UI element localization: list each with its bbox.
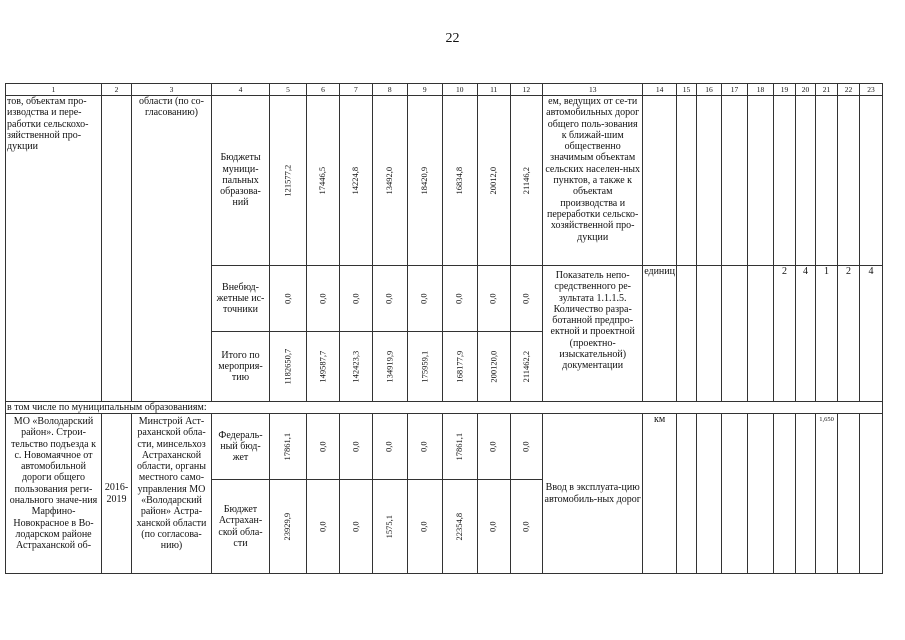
amount-cell: 0,0 xyxy=(477,266,510,332)
header-cell: 22 xyxy=(838,84,860,96)
amount-cell: 200120,0 xyxy=(477,332,510,402)
section-label: в том числе по муниципальным образованиям: xyxy=(6,402,883,414)
amount-cell: 14224,8 xyxy=(339,96,372,266)
amount-cell: 0,0 xyxy=(270,266,307,332)
empty-cell xyxy=(838,414,860,574)
amount-cell: 16834,8 xyxy=(442,96,477,266)
amount-cell: 17446,5 xyxy=(307,96,340,266)
header-cell: 17 xyxy=(722,84,748,96)
period-cell xyxy=(102,96,132,402)
header-cell: 15 xyxy=(677,84,697,96)
budget-table xyxy=(5,83,883,574)
amount-cell: 0,0 xyxy=(407,266,442,332)
amount-cell: 0,0 xyxy=(339,480,372,574)
event-description: МО «Володарский район». Строи-тельство подъезда к с. Новомаячное от автомобильной дороги общего пользования реги-онального значе-ния Марфино-Новокрасное в Во-лодарском районе Астраханской об- xyxy=(6,414,102,574)
unit-cell: км xyxy=(643,414,677,574)
amount-cell: 0,0 xyxy=(372,266,407,332)
header-cell: 5 xyxy=(270,84,307,96)
amount-cell: 22354,8 xyxy=(442,480,477,574)
page-number: 22 xyxy=(445,31,460,46)
amount-cell: 0,0 xyxy=(510,266,543,332)
amount-cell: 0,0 xyxy=(307,414,340,480)
header-cell: 18 xyxy=(748,84,774,96)
header-cell: 6 xyxy=(307,84,340,96)
empty-cell xyxy=(774,96,796,266)
value-cell: 1 xyxy=(816,266,838,402)
empty-cell xyxy=(722,414,748,574)
amount-cell: 1575,1 xyxy=(372,480,407,574)
empty-cell xyxy=(748,414,774,574)
funding-source: Итого по мероприя-тию xyxy=(212,332,270,402)
header-cell: 20 xyxy=(796,84,816,96)
amount-cell: 0,0 xyxy=(510,414,543,480)
amount-cell: 121577,2 xyxy=(270,96,307,266)
empty-cell xyxy=(722,266,748,402)
header-cell: 19 xyxy=(774,84,796,96)
empty-cell xyxy=(697,414,722,574)
header-cell: 3 xyxy=(132,84,212,96)
amount-cell: 134919,9 xyxy=(372,332,407,402)
value-cell: 4 xyxy=(860,266,883,402)
header-cell: 10 xyxy=(442,84,477,96)
amount-cell: 17861,1 xyxy=(442,414,477,480)
header-cell: 7 xyxy=(339,84,372,96)
event-description: тов, объектам про-изводства и пере-работки сельскохо-зяйственной про-дукции xyxy=(6,96,102,402)
header-cell: 4 xyxy=(212,84,270,96)
header-cell: 12 xyxy=(510,84,543,96)
empty-cell xyxy=(796,414,816,574)
header-cell: 16 xyxy=(697,84,722,96)
amount-cell: 0,0 xyxy=(477,480,510,574)
header-cell: 2 xyxy=(102,84,132,96)
empty-cell xyxy=(796,96,816,266)
empty-cell xyxy=(722,96,748,266)
amount-cell: 0,0 xyxy=(407,414,442,480)
amount-cell: 21146,2 xyxy=(510,96,543,266)
empty-cell xyxy=(774,414,796,574)
value-cell: 1,650 xyxy=(816,414,838,574)
amount-cell: 175959,1 xyxy=(407,332,442,402)
amount-cell: 0,0 xyxy=(477,414,510,480)
funding-source: Бюджеты муници-пальных образова-ний xyxy=(212,96,270,266)
header-cell: 21 xyxy=(816,84,838,96)
amount-cell: 0,0 xyxy=(339,414,372,480)
amount-cell: 142423,3 xyxy=(339,332,372,402)
header-cell: 14 xyxy=(643,84,677,96)
amount-cell: 13492,0 xyxy=(372,96,407,266)
header-cell: 8 xyxy=(372,84,407,96)
empty-cell xyxy=(860,96,883,266)
table-row xyxy=(6,96,883,266)
header-cell: 13 xyxy=(543,84,643,96)
empty-cell xyxy=(677,414,697,574)
value-cell: 4 xyxy=(796,266,816,402)
funding-source: Внебюд-жетные ис-точники xyxy=(212,266,270,332)
amount-cell: 0,0 xyxy=(372,414,407,480)
amount-cell: 0,0 xyxy=(307,480,340,574)
amount-cell: 0,0 xyxy=(510,480,543,574)
header-row xyxy=(6,84,883,96)
amount-cell: 0,0 xyxy=(407,480,442,574)
amount-cell: 23929,9 xyxy=(270,480,307,574)
empty-cell xyxy=(643,96,677,266)
header-cell: 1 xyxy=(6,84,102,96)
amount-cell: 168177,9 xyxy=(442,332,477,402)
section-row xyxy=(6,402,883,414)
empty-cell xyxy=(677,96,697,266)
period-cell: 2016-2019 xyxy=(102,414,132,574)
indicator-text: ем, ведущих от се-ти автомобильных дорог общего поль-зования к ближай-шим общественно значимым объектам сельских населен-ных пунктов, а также к объектам производства и переработки сельско-хозяйственной про-дукции xyxy=(543,96,643,266)
empty-cell xyxy=(677,266,697,402)
indicator-text: Ввод в эксплуата-цию автомобиль-ных дорог xyxy=(543,414,643,574)
header-cell: 9 xyxy=(407,84,442,96)
header-cell: 23 xyxy=(860,84,883,96)
funding-source: Бюджет Астрахан-ской обла-сти xyxy=(212,480,270,574)
executor-cell: Минстрой Аст-раханской обла-сти, минсельхоз Астраханской области, органы местного само-управления МО «Володарский район» Астра-ханской области (по согласова-нию) xyxy=(132,414,212,574)
empty-cell xyxy=(748,96,774,266)
amount-cell: 1182650,7 xyxy=(270,332,307,402)
value-cell: 2 xyxy=(774,266,796,402)
unit-cell: единиц xyxy=(643,266,677,402)
indicator-text: Показатель непо-средственного ре-зультата 1.1.1.5. Количество разра-ботанной предпро-ектной и проектной (проектно-изыскательной) документации xyxy=(543,266,643,402)
empty-cell xyxy=(697,96,722,266)
amount-cell: 20012,0 xyxy=(477,96,510,266)
empty-cell xyxy=(697,266,722,402)
amount-cell: 211462,2 xyxy=(510,332,543,402)
empty-cell xyxy=(860,414,883,574)
empty-cell xyxy=(816,96,838,266)
empty-cell xyxy=(838,96,860,266)
amount-cell: 17861,1 xyxy=(270,414,307,480)
amount-cell: 0,0 xyxy=(307,266,340,332)
header-cell: 11 xyxy=(477,84,510,96)
empty-cell xyxy=(748,266,774,402)
amount-cell: 149587,7 xyxy=(307,332,340,402)
value-cell: 2 xyxy=(838,266,860,402)
executor-cell: области (по со-гласованию) xyxy=(132,96,212,402)
amount-cell: 0,0 xyxy=(442,266,477,332)
amount-cell: 0,0 xyxy=(339,266,372,332)
amount-cell: 18420,9 xyxy=(407,96,442,266)
table-row xyxy=(6,414,883,480)
funding-source: Федераль-ный бюд-жет xyxy=(212,414,270,480)
